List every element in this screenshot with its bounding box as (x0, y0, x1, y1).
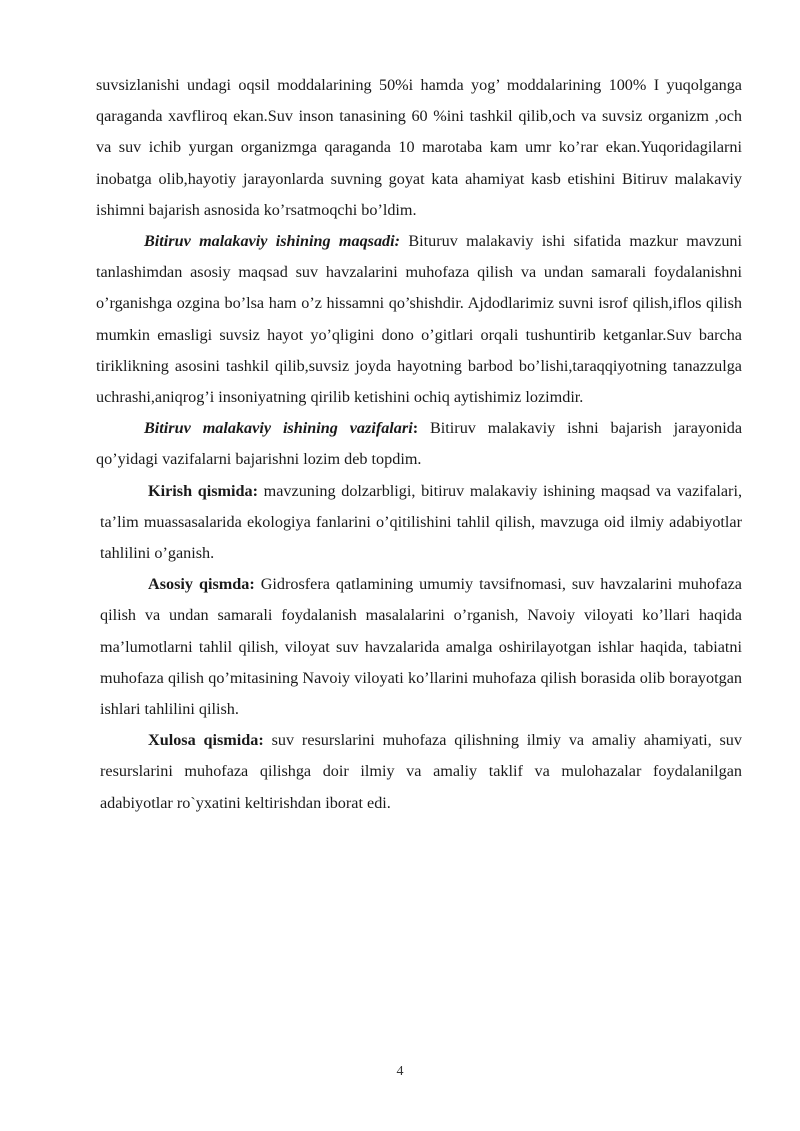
conclusion-text: suv resurslarini muhofaza qilishning ilmiy va amaliy ahamiyati, suv resurslarini muhofaza qilishga doir ilmiy va amaliy taklif va mulohazalar foydalanilgan adabiyotlar ro`yxatini keltirishdan iborat edi. (100, 731, 742, 812)
paragraph-goal (96, 226, 742, 413)
goal-heading: Bitiruv malakaviy ishining maqsadi: (144, 232, 401, 251)
paragraph-main-section (96, 569, 742, 725)
tasks-heading: Bitiruv malakaviy ishining vazifalari (144, 419, 413, 438)
goal-text: Bituruv malakaviy ishi sifatida mazkur mavzuni tanlashimdan asosiy maqsad suv havzalarini muhofaza qilish va undan samarali foydalanishni o’rganishga ozgina bo’lsa ham o’z hissamni qo’shishdir. Ajdodlarimiz suvni isrof qilish,iflos qilish mumkin emasligi suvsiz hayot yo’qligini dono o’gitlari orqali tushuntirib ketganlar.Suv barcha tiriklikning asosini tashkil qilib,suvsiz joyda hayotning barbod bo’lishi,taraqqiyotning tanazzulga uchrashi,aniqrog’i insoniyatning qirilib ketishini ochiq aytishimiz lozimdir. (96, 232, 743, 407)
tasks-colon: : (412, 419, 419, 438)
paragraph-conclusion-section (96, 725, 742, 819)
conclusion-heading: Xulosa qismida: (148, 731, 264, 750)
introduction-text: mavzuning dolzarbligi, bitiruv malakaviy ishining maqsad va vazifalari, ta’lim muassasalarida ekologiya fanlarini o’qitilishini tahlil qilish, mavzuga oid ilmiy adabiyotlar tahlilini o’ganish. (100, 481, 742, 563)
tasks-text: Bitiruv malakaviy ishni bajarish jarayonida qo’yidagi vazifalarni bajarishni lozim deb topdim. (96, 419, 743, 469)
main-heading: Asosiy qismda: (148, 575, 255, 594)
paragraph-introduction-section (96, 476, 742, 570)
page-number: 4 (396, 1064, 404, 1079)
paragraph-intro: suvsizlanishi undagi oqsil moddalarining 50%i hamda yog’ moddalarining 100% I yuqolganga qaraganda xavfliroq ekan.Suv inson tanasining 60 %ini tashkil qilib,och va suvsiz organizm ,och va suv ichib yurgan organizmga qaraganda 10 marotaba kam umr ko’rar ekan.Yuqoridagilarni inobatga olib,hayotiy jarayonlarda suvning goyat kata ahamiyat kasb etishini Bitiruv malakaviy ishimni bajarish asnosida ko’rsatmoqchi bo’ldim. (96, 76, 742, 219)
body-text (96, 70, 742, 819)
paragraph-tasks (96, 413, 742, 475)
main-text: Gidrosfera qatlamining umumiy tavsifnomasi, suv havzalarini muhofaza qilish va undan samarali foydalanish masalalarini o’rganish, Navoiy viloyati ko’llari haqida ma’lumotlarni tahlil qilish, viloyat suv havzalarida amalga oshirilayotgan ishlar haqida, tabiatni muhofaza qilish qo’mitasining Navoiy viloyati ko’llarini muhofaza qilish borasida olib borayotgan ishlari tahlilini qilish. (100, 575, 742, 719)
introduction-heading: Kirish qismida: (148, 481, 258, 500)
